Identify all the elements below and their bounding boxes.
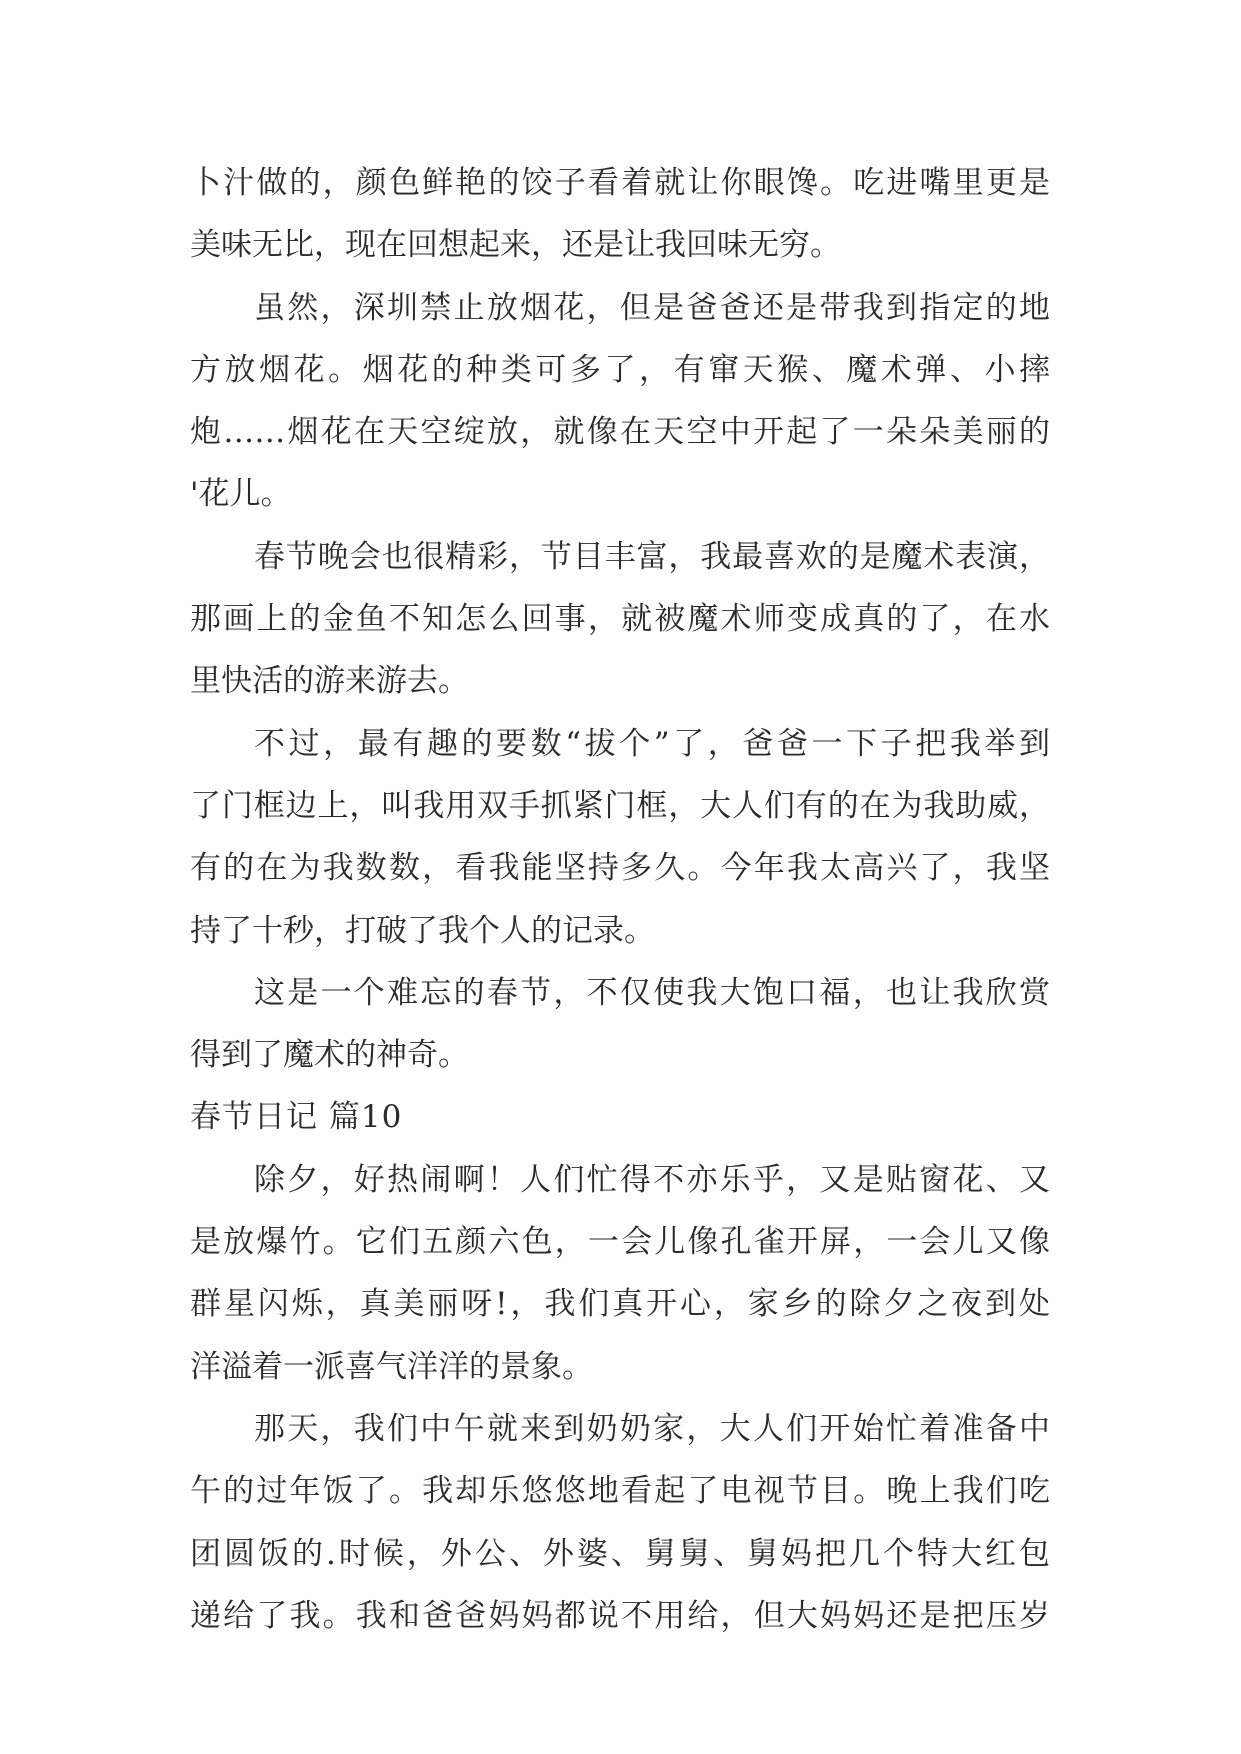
text-line: 这是一个难忘的春节，不仅使我大饱口福，也让我欣赏 [254,974,1050,1011]
text-line: 午的过年饭了。我却乐悠悠地看起了电视节目。晚上我们吃 [190,1473,1050,1510]
text-line: 团圆饭的.时候，外公、外婆、舅舅、舅妈把几个特大红包 [190,1535,1050,1572]
text-line: 除夕，好热闹啊！人们忙得不亦乐乎，又是贴窗花、又 [254,1161,1050,1198]
text-line: 美味无比，现在回想起来，还是让我回味无穷。 [190,227,841,264]
text-line: 有的在为我数数，看我能坚持多久。今年我太高兴了，我坚 [190,850,1050,887]
text-line: 方放烟花。烟花的种类可多了，有窜天猴、魔术弹、小摔 [190,351,1050,388]
text-line: 春节晚会也很精彩，节目丰富，我最喜欢的是魔术表演， [254,538,1050,575]
text-line: 洋溢着一派喜气洋洋的景象。 [190,1348,593,1385]
section-heading: 春节日记 篇10 [190,1099,403,1136]
text-line: '花儿。 [190,476,292,513]
text-line: 持了十秒，打破了我个人的记录。 [190,912,655,949]
text-line: 里快活的游来游去。 [190,663,469,700]
text-line: 了门框边上，叫我用双手抓紧门框，大人们有的在为我助威， [190,787,1050,824]
text-line: 那天，我们中午就来到奶奶家，大人们开始忙着准备中 [254,1410,1050,1447]
text-line: 虽然，深圳禁止放烟花，但是爸爸还是带我到指定的地 [254,289,1050,326]
text-line: 递给了我。我和爸爸妈妈都说不用给，但大妈妈还是把压岁 [190,1597,1050,1634]
text-line: 群星闪烁，真美丽呀!，我们真开心，家乡的除夕之夜到处 [190,1286,1050,1323]
text-line: 是放爆竹。它们五颜六色，一会儿像孔雀开屏，一会儿又像 [190,1224,1050,1261]
text-line: 不过，最有趣的要数“拔个”了，爸爸一下子把我举到 [254,725,1050,762]
text-line: 炮……烟花在天空绽放，就像在天空中开起了一朵朵美丽的 [190,414,1050,451]
document-body [190,152,1050,1647]
text-line: 那画上的金鱼不知怎么回事，就被魔术师变成真的了，在水 [190,601,1050,638]
text-line: 卜汁做的，颜色鲜艳的饺子看着就让你眼馋。吃进嘴里更是 [190,165,1050,201]
text-line: 得到了魔术的神奇。 [190,1037,469,1074]
